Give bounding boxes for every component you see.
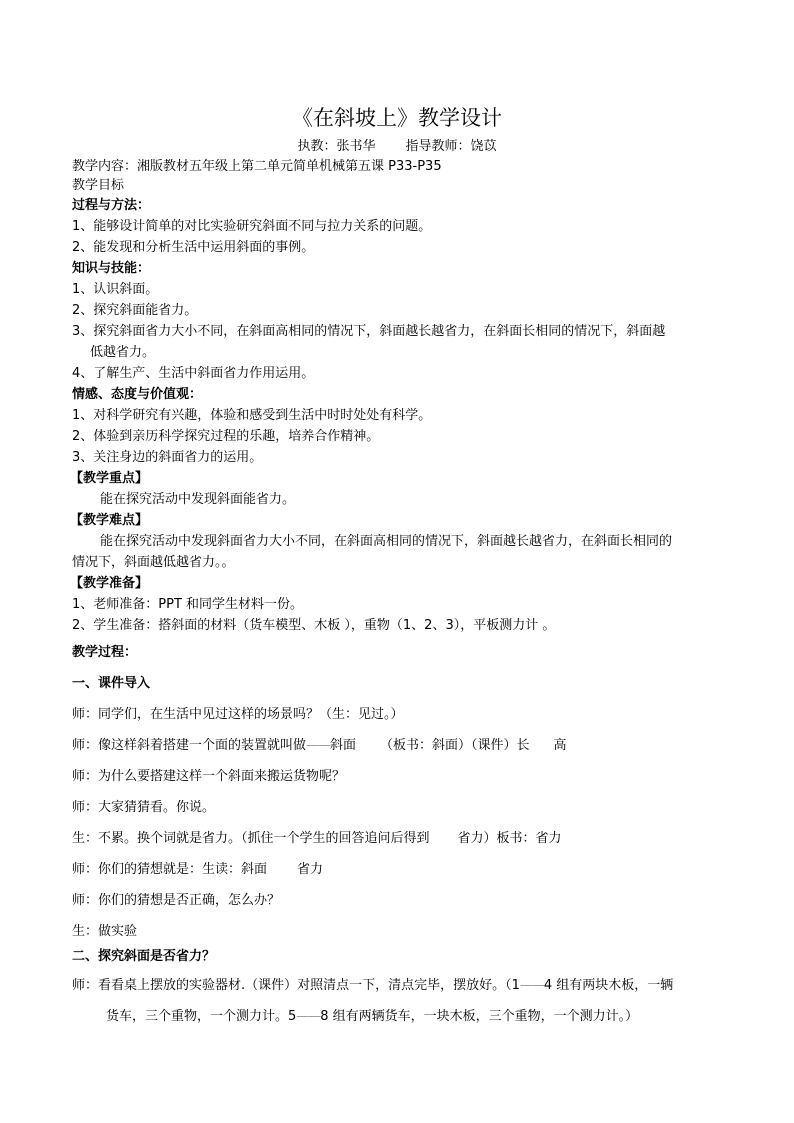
dialogue-line: 师：大家猜猜看。你说。 [72, 800, 216, 815]
dash: —— [296, 1009, 321, 1024]
dialogue-text: （板书：斜面）（课件）长 [380, 738, 530, 753]
content-line: 教学内容：湘版教材五年级上第二单元简单机械第五课 P33-P35 [72, 159, 442, 174]
dialogue-text: 师：你们的猜想就是：生读：斜面 [72, 862, 268, 877]
objectives-heading: 教学目标 [72, 178, 125, 193]
dash: —— [306, 738, 331, 753]
knowledge-skills-item: 2、探究斜面能省力。 [72, 303, 198, 318]
dialogue-line: 师：同学们，在生活中见过这样的场景吗？（生：见过。） [72, 707, 404, 722]
knowledge-skills-item-continued: 低越省力。 [90, 345, 156, 360]
key-point-text: 能在探究活动中发现斜面能省力。 [100, 492, 296, 507]
emotion-values-heading: 情感、态度与价值观： [72, 387, 203, 402]
preparation-item: 1、老师准备：PPT 和同学生材料一份。 [72, 597, 304, 612]
dialogue-line: 生：做实验 [72, 924, 138, 939]
dialogue-text: 生：不累。换个词就是省力。（抓住一个学生的回答追问后得到 [72, 831, 430, 846]
emotion-values-item: 2、体验到亲历科学探究过程的乐趣，培养合作精神。 [72, 429, 380, 444]
dialogue-text: 师：像这样斜着搭建一个面的装置就叫做 [72, 738, 307, 753]
dialogue-text: 高 [553, 738, 567, 753]
byline [0, 138, 794, 156]
process-method-heading: 过程与方法： [72, 198, 151, 213]
dialogue-text: 4 组有两块木板，一辆 [543, 978, 674, 993]
teacher-label: 执教：张书华 [297, 139, 376, 154]
preparation-heading: 【教学准备】 [70, 576, 149, 591]
dialogue-text: 省力）板书：省力 [457, 831, 562, 846]
dialogue-line [72, 861, 323, 879]
emotion-values-item: 3、关注身边的斜面省力的运用。 [72, 450, 263, 465]
emotion-values-item: 1、对科学研究有兴趣，体验和感受到生活中时时处处有科学。 [72, 408, 432, 423]
dialogue-text: 师：看看桌上摆放的实验器材.（课件）对照清点一下，清点完毕，摆放好。（1 [72, 978, 520, 993]
dialogue-text: 斜面 [330, 738, 357, 753]
dialogue-line-continued [106, 1008, 638, 1026]
section1-heading: 一、课件导入 [72, 676, 151, 691]
difficulty-heading: 【教学难点】 [70, 513, 149, 528]
preparation-item: 2、学生准备：搭斜面的材料（货车模型、木板 ），重物（1、2、3），平板测力计 。 [72, 618, 556, 633]
section2-heading: 二、探究斜面是否省力？ [72, 949, 216, 964]
dialogue-text: 货车，三个重物，一个测力计。5 [106, 1009, 297, 1024]
process-method-item: 2、能发现和分析生活中运用斜面的事例。 [72, 240, 315, 255]
knowledge-skills-heading: 知识与技能： [72, 261, 151, 276]
dash: —— [519, 978, 544, 993]
difficulty-line: 情况下，斜面越低越省力。。 [72, 555, 235, 570]
advisor-label: 指导教师：饶苡 [405, 139, 497, 154]
dialogue-text: 8 组有两辆货车，一块木板，三个重物，一个测力计。） [320, 1009, 639, 1024]
process-method-item: 1、能够设计简单的对比实验研究斜面不同与拉力关系的问题。 [72, 219, 432, 234]
dialogue-line: 师：为什么要搭建这样一个斜面来搬运货物呢？ [72, 769, 346, 784]
knowledge-skills-item: 3、探究斜面省力大小不同，在斜面高相同的情况下，斜面越长越省力，在斜面长相同的情况下，斜面越 [72, 324, 666, 339]
dialogue-line [72, 737, 567, 755]
difficulty-line: 能在探究活动中发现斜面省力大小不同，在斜面高相同的情况下，斜面越长越省力，在斜面长相同的 [100, 534, 673, 549]
dialogue-line [72, 830, 562, 848]
knowledge-skills-item: 4、了解生产、生活中斜面省力作用运用。 [72, 366, 315, 381]
document-title: 《在斜坡上》教学设计 [292, 106, 502, 130]
knowledge-skills-item: 1、认识斜面。 [72, 282, 159, 297]
process-heading: 教学过程： [72, 645, 138, 660]
dialogue-line: 师：你们的猜想是否正确，怎么办？ [72, 893, 281, 908]
dialogue-line [72, 977, 673, 995]
key-point-heading: 【教学重点】 [70, 471, 149, 486]
dialogue-text: 省力 [297, 862, 324, 877]
